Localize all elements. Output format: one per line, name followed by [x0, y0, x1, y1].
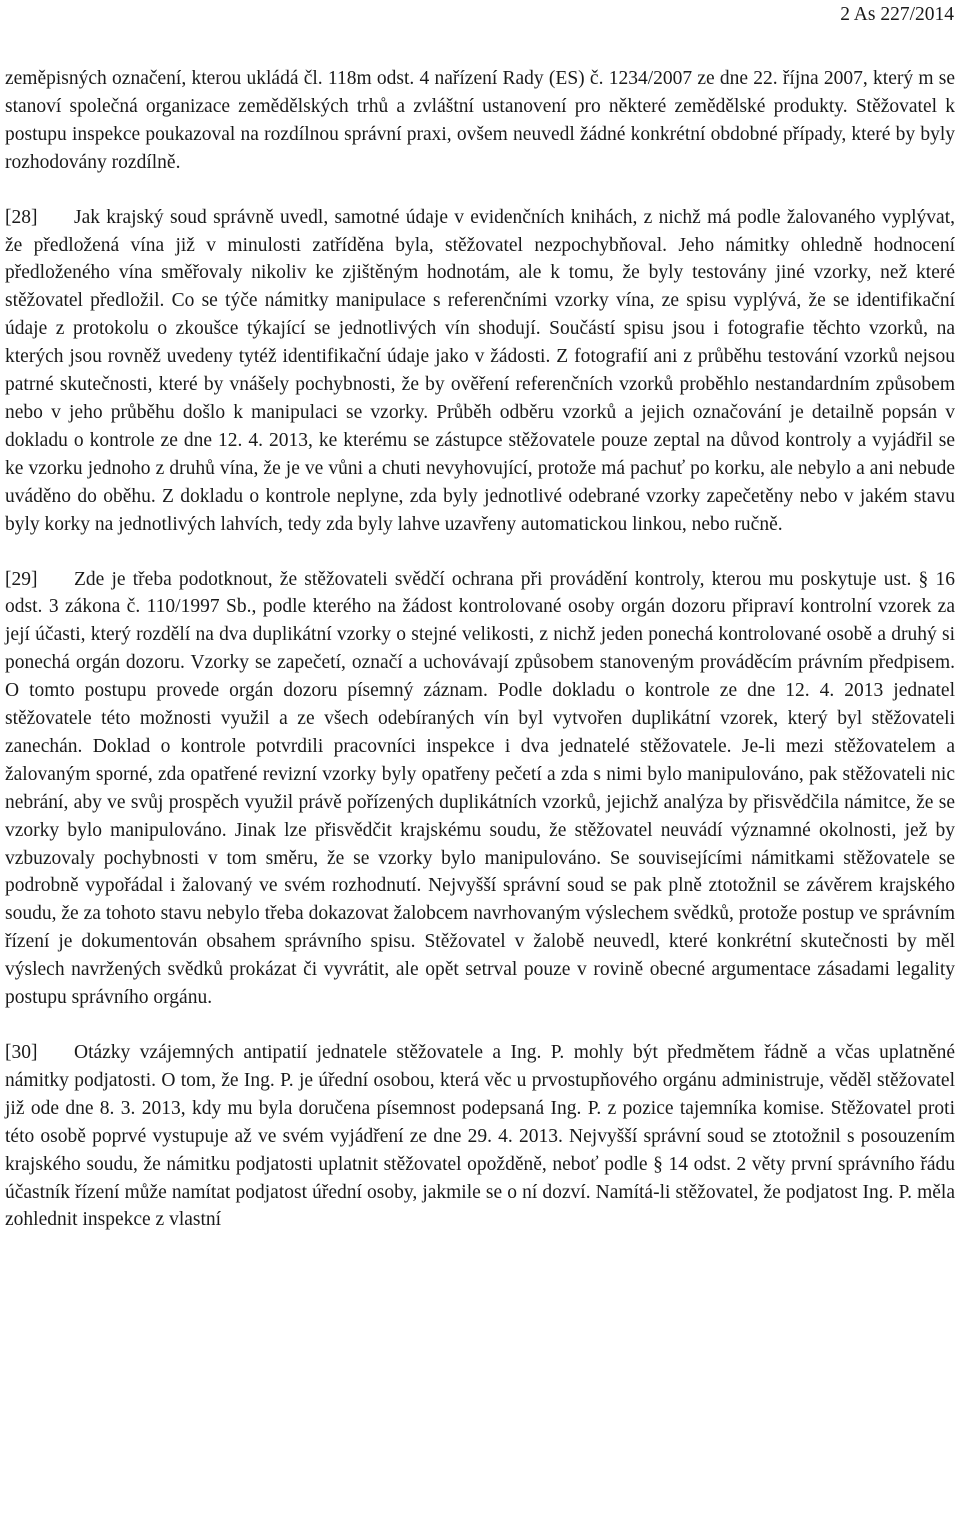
paragraph-number: [30] [5, 1042, 38, 1063]
document-body [5, 65, 955, 1234]
paragraph-text: Jak krajský soud správně uvedl, samotné údaje v evidenčních knihách, z nichž má podle žalovaného vyplývat, že předložená vína již v minulosti zatříděna byla, stěžovatel nezpochybňoval. Jeho námitky ohledně hodnocení předloženého vína směřovaly nikoliv ke zjištěným hodnotám, ale k tomu, že byly testovány jiné vzorky, než které stěžovatel předložil. Co se týče námitky manipulace s referenčními vzorky vína, ze spisu vyplývá, že se identifikační údaje z protokolu o zkoušce týkající se jednotlivých vín shodují. Součástí spisu jsou i fotografie těchto vzorků, na kterých jsou rovněž uvedeny tytéž identifikační údaje jako v žádosti. Z fotografií ani z průběhu testování vzorků nejsou patrné skutečnosti, které by vnášely pochybnosti, že by ověření referenčních vzorků proběhlo nestandardním způsobem nebo v jeho průběhu došlo k manipulaci se vzorky. Průběh odběru vzorků a jejich označování je detailně popsán v dokladu o kontrole ze dne 12. 4. 2013, ke kterému se zástupce stěžovatele pouze zeptal na důvod kontroly a vyjádřil se ke vzorku jednoho z druhů vína, že je ve vůni a chuti nevyhovující, protože má pachuť po korku, ale nebylo a ani nebude uváděno do oběhu. Z dokladu o kontrole neplyne, zda byly jednotlivé odebrané vzorky zapečetěny nebo v jakém stavu byly korky na jednotlivých lahvích, tedy zda byly lahve uzavřeny automatickou linkou, nebo ručně. [5, 206, 955, 535]
paragraph-30 [5, 1039, 955, 1234]
paragraph-number: [29] [5, 568, 38, 590]
paragraph-text: Otázky vzájemných antipatií jednatele stěžovatele a Ing. P. mohly být předmětem řádně a včas uplatněné námitky podjatosti. O tom, že Ing. P. je úřední osobou, která věc u prvostupňového orgánu administruje, věděl stěžovatel již ode dne 8. 3. 2013, kdy mu byla doručena písemnost podepsaná Ing. P. z pozice tajemníka komise. Stěžovatel proti této osobě poprvé vystupuje až ve svém vyjádření ze dne 29. 4. 2013. Nejvyšší správní soud se ztotožnil s posouzením krajského soudu, že námitku podjatosti uplatnit stěžovatel opožděně, neboť podle § 14 odst. 2 věty první správního řádu účastník řízení může namítat podjatost úřední osoby, jakmile se o ní dozví. Namítá-li stěžovatel, že podjatost Ing. P. měla zohlednit inspekce z vlastní [5, 1042, 955, 1231]
paragraph-28 [5, 204, 955, 539]
paragraph-29 [5, 566, 955, 1013]
case-number: 2 As 227/2014 [840, 4, 954, 25]
intro-paragraph: zeměpisných označení, kterou ukládá čl. 118m odst. 4 nařízení Rady (ES) č. 1234/2007 ze dne 22. října 2007, který m se stanoví společná organizace zemědělských trhů a zvláštní ustanovení pro některé zemědělské produkty. Stěžovatel k postupu inspekce poukazoval na rozdílnou správní praxi, ovšem neuvedl žádné konkrétní obdobné případy, které by byly rozhodovány rozdílně. [5, 68, 955, 173]
paragraph-number: [28] [5, 206, 38, 228]
paragraph-text: Zde je třeba podotknout, že stěžovateli svědčí ochrana při provádění kontroly, kterou mu poskytuje ust. § 16 odst. 3 zákona č. 110/1997 Sb., podle kterého na žádost kontrolované osoby orgán dozoru připraví kontrolní vzorek za její účasti, který rozdělí na dva duplikátní vzorky o stejné velikosti, z nichž jeden ponechá kontrolované osobě a druhý si ponechá orgán dozoru. Vzorky se zapečetí, označí a uchovávají způsobem stanoveným prováděcím právním předpisem. O tomto postupu provede orgán dozoru písemný záznam. Podle dokladu o kontrole ze dne 12. 4. 2013 jednatel stěžovatele této možnosti využil a ze všech odebíraných vín byl vytvořen duplikátní vzorek, který byl stěžovateli zanechán. Doklad o kontrole potvrdili pracovníci inspekce i dva jednatelé stěžovatele. Je-li mezi stěžovatelem a žalovaným sporné, zda opatřené revizní vzorky byly opatřeny pečetí a zda s nimi bylo manipulováno, pak stěžovateli nic nebrání, aby ve svůj prospěch využil právě pořízených duplikátních vzorků, jejichž analýza by přisvědčila námitce, že se vzorky bylo manipulováno. Jinak lze přisvědčit krajskému soudu, že stěžovatel neuvádí významné okolnosti, jež by vzbuzovaly pochybnosti v tom směru, že se vzorky bylo manipulováno. Se souvisejícími námitkami stěžovatele se podrobně vypořádal i žalovaný ve svém rozhodnutí. Nejvyšší správní soud se pak plně ztotožnil se závěrem krajského soudu, že za tohoto stavu nebylo třeba dokazovat žalobcem navrhovaným výslechem svědků, protože postup ve správním řízení je dokumentován obsahem správního spisu. Stěžovatel v žalobě neuvedl, které konkrétní skutečnosti by měl výslech navržených svědků prokázat či vyvrátit, ale opět setrval pouze v rovině obecné argumentace zásadami legality postupu správního orgánu. [5, 568, 955, 1009]
